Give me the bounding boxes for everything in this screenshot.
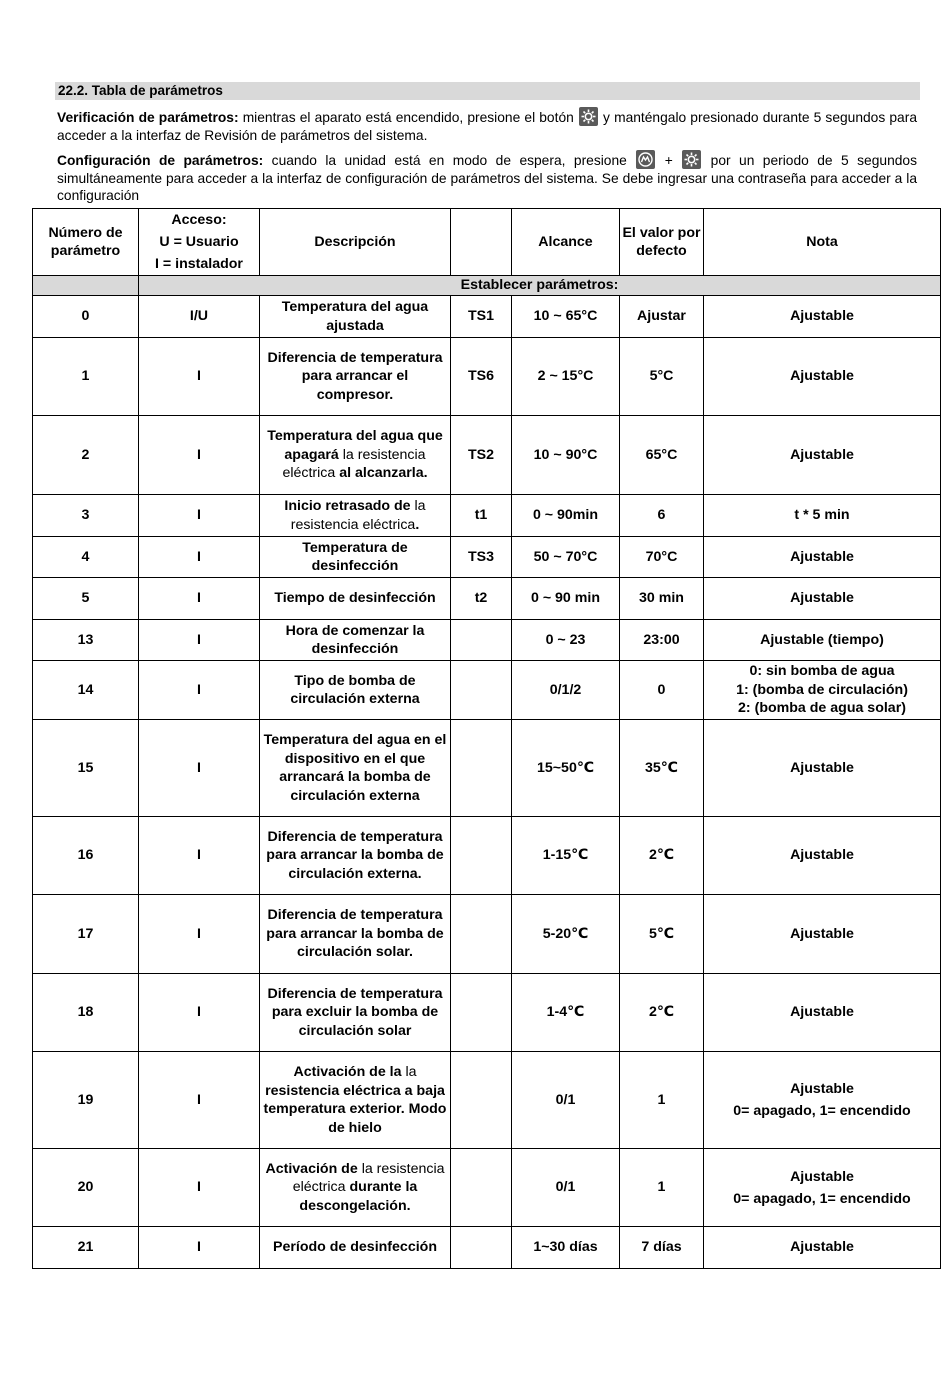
access-cell: I — [139, 1052, 260, 1149]
note-line: Ajustable — [790, 446, 854, 463]
description-segment: Activación de — [265, 1160, 362, 1177]
note-line: 0= apagado, 1= encendido — [733, 1103, 911, 1119]
code-cell — [451, 620, 512, 661]
note-cell — [704, 495, 941, 537]
description-cell — [260, 338, 451, 416]
code-cell: t1 — [451, 495, 512, 537]
table-row — [33, 895, 941, 974]
table-row — [33, 974, 941, 1052]
default-cell: 1 — [620, 1149, 704, 1227]
note-line: Ajustable — [790, 1004, 854, 1021]
code-cell: TS2 — [451, 416, 512, 495]
param-number-cell: 21 — [33, 1227, 139, 1269]
table-row — [33, 620, 941, 661]
default-cell: 1 — [620, 1052, 704, 1149]
default-cell: 35℃ — [620, 720, 704, 817]
table-row — [33, 578, 941, 620]
param-number-cell: 3 — [33, 495, 139, 537]
table-row — [33, 661, 941, 720]
param-number-cell: 5 — [33, 578, 139, 620]
description-segment: . — [415, 516, 420, 533]
param-number-cell: 4 — [33, 537, 139, 578]
note-cell — [704, 817, 941, 895]
code-cell: TS1 — [451, 296, 512, 338]
access-cell: I — [139, 416, 260, 495]
description-cell — [260, 495, 451, 537]
configuration-paragraph — [57, 150, 917, 205]
range-cell: 5-20℃ — [512, 895, 620, 974]
description-segment: Inicio retrasado de — [284, 498, 411, 514]
note-cell — [704, 661, 941, 720]
range-cell: 0/1 — [512, 1149, 620, 1227]
description-cell — [260, 1227, 451, 1269]
range-cell: 1~30 días — [512, 1227, 620, 1269]
description-cell — [260, 578, 451, 620]
default-cell: 2℃ — [620, 817, 704, 895]
default-cell: 0 — [620, 661, 704, 720]
code-cell: TS3 — [451, 537, 512, 578]
description-segment: Diferencia de temperatura para excluir la bomba de circulación solar — [267, 985, 443, 1039]
param-number-cell: 17 — [33, 895, 139, 974]
note-line: Ajustable — [790, 1239, 854, 1256]
description-segment: Temperatura del agua que apagará — [267, 428, 443, 463]
default-cell: 5℃ — [620, 895, 704, 974]
param-number-cell: 2 — [33, 416, 139, 495]
range-cell: 0 ~ 90min — [512, 495, 620, 537]
code-cell — [451, 817, 512, 895]
range-cell: 0/1 — [512, 1052, 620, 1149]
default-cell: 70°C — [620, 537, 704, 578]
note-line: Ajustable — [790, 925, 854, 942]
access-cell: I — [139, 1227, 260, 1269]
description-segment: Diferencia de temperatura para arrancar el compresor. — [267, 349, 443, 403]
table-row — [33, 495, 941, 537]
header-acceso-line: U = Usuario — [159, 234, 239, 250]
description-segment: la — [401, 1064, 417, 1080]
note-line: Ajustable — [790, 759, 854, 776]
access-cell: I — [139, 578, 260, 620]
header-codigo — [451, 209, 512, 276]
code-cell — [451, 974, 512, 1052]
code-cell — [451, 1149, 512, 1227]
description-cell — [260, 661, 451, 720]
table-row — [33, 416, 941, 495]
code-cell — [451, 661, 512, 720]
verification-text-a: mientras el aparato está encendido, presione el botón — [238, 110, 578, 125]
param-number-cell: 15 — [33, 720, 139, 817]
range-cell: 50 ~ 70°C — [512, 537, 620, 578]
table-row — [33, 296, 941, 338]
section-row — [33, 276, 941, 296]
section-title: Establecer parámetros: — [139, 276, 941, 296]
description-cell — [260, 537, 451, 578]
param-number-cell: 20 — [33, 1149, 139, 1227]
range-cell: 0/1/2 — [512, 661, 620, 720]
configuration-text-b: por un periodo de 5 segundos simultáneamente para acceder a la interfaz de configuración de parámetros del sistema. Se debe ingresar una contraseña para acceder a la configuración — [57, 153, 917, 203]
note-line: Ajustable — [790, 847, 854, 864]
access-cell: I — [139, 338, 260, 416]
note-line: 0= apagado, 1= encendido — [733, 1190, 911, 1207]
table-row — [33, 537, 941, 578]
description-segment: Activación de la — [293, 1064, 402, 1080]
note-line: t * 5 min — [794, 507, 850, 524]
description-cell — [260, 296, 451, 338]
param-number-cell: 19 — [33, 1052, 139, 1149]
table-row — [33, 817, 941, 895]
header-row — [33, 209, 941, 276]
param-number-cell: 1 — [33, 338, 139, 416]
note-line: Ajustable — [790, 590, 854, 607]
parameters-table — [32, 208, 941, 1269]
verification-text-b: y manténgalo presionado durante 5 segundos para acceder a la interfaz de Revisión de parámetros del sistema. — [57, 110, 917, 143]
param-number-cell: 13 — [33, 620, 139, 661]
description-segment: la resistencia eléctrica — [282, 446, 426, 482]
default-cell: 5°C — [620, 338, 704, 416]
default-cell: 23:00 — [620, 620, 704, 661]
default-cell: 30 min — [620, 578, 704, 620]
configuration-text-a: cuando la unidad está en modo de espera, presione — [263, 153, 636, 168]
note-cell — [704, 578, 941, 620]
table-row — [33, 1149, 941, 1227]
description-segment: resistencia eléctrica a baja temperatura exterior. Modo de hielo — [263, 1082, 447, 1136]
code-cell — [451, 895, 512, 974]
access-cell: I — [139, 1149, 260, 1227]
plus-sign: + — [656, 153, 682, 168]
note-cell — [704, 620, 941, 661]
code-cell — [451, 1052, 512, 1149]
note-line: Ajustable — [790, 1081, 854, 1097]
note-cell — [704, 720, 941, 817]
range-cell: 2 ~ 15°C — [512, 338, 620, 416]
code-cell: t2 — [451, 578, 512, 620]
description-segment: la resistencia eléctrica — [292, 1160, 445, 1196]
note-line: Ajustable — [790, 1168, 854, 1185]
description-segment: la resistencia eléctrica — [290, 498, 426, 533]
gear-button-icon — [682, 150, 701, 169]
note-line: Ajustable — [790, 308, 854, 325]
table-row — [33, 1052, 941, 1149]
note-cell — [704, 537, 941, 578]
section-blank-cell — [33, 276, 139, 296]
note-cell — [704, 1149, 941, 1227]
table-row — [33, 720, 941, 817]
access-cell: I — [139, 495, 260, 537]
param-number-cell: 16 — [33, 817, 139, 895]
description-cell — [260, 1149, 451, 1227]
header-acceso — [139, 209, 260, 276]
note-cell — [704, 895, 941, 974]
note-cell — [704, 416, 941, 495]
header-acceso-line: I = instalador — [155, 256, 243, 272]
description-segment: Temperatura de desinfección — [302, 539, 408, 574]
param-number-cell: 0 — [33, 296, 139, 338]
range-cell: 0 ~ 23 — [512, 620, 620, 661]
note-cell — [704, 338, 941, 416]
configuration-label: Configuración de parámetros: — [57, 153, 264, 168]
description-segment: Período de desinfección — [273, 1239, 437, 1256]
description-cell — [260, 416, 451, 495]
default-cell: 7 días — [620, 1227, 704, 1269]
description-segment: Diferencia de temperatura para arrancar la bomba de circulación solar. — [266, 907, 444, 961]
range-cell: 1-4℃ — [512, 974, 620, 1052]
description-cell — [260, 620, 451, 661]
description-segment: Temperatura del agua en el dispositivo en el que arrancará la bomba de circulación externa — [263, 732, 447, 804]
range-cell: 1-15℃ — [512, 817, 620, 895]
access-cell: I/U — [139, 296, 260, 338]
description-segment: Hora de comenzar la desinfección — [285, 622, 425, 657]
access-cell: I — [139, 537, 260, 578]
default-cell: Ajustar — [620, 296, 704, 338]
header-num: Número de parámetro — [33, 209, 139, 276]
table-row — [33, 338, 941, 416]
description-segment: Diferencia de temperatura para arrancar la bomba de circulación externa. — [266, 828, 444, 882]
section-heading: 22.2. Tabla de parámetros — [55, 82, 920, 100]
param-number-cell: 18 — [33, 974, 139, 1052]
description-segment: Tiempo de desinfección — [274, 590, 436, 607]
description-segment: durante la descongelación. — [299, 1179, 418, 1214]
note-line: Ajustable — [790, 548, 854, 565]
access-cell: I — [139, 620, 260, 661]
code-cell — [451, 720, 512, 817]
param-number-cell: 14 — [33, 661, 139, 720]
description-cell — [260, 895, 451, 974]
gear-button-icon — [579, 107, 598, 126]
description-cell — [260, 974, 451, 1052]
header-descripcion: Descripción — [260, 209, 451, 276]
description-segment: Temperatura del agua ajustada — [281, 299, 429, 334]
default-cell: 65°C — [620, 416, 704, 495]
access-cell: I — [139, 661, 260, 720]
note-line: Ajustable (tiempo) — [760, 631, 884, 648]
code-cell: TS6 — [451, 338, 512, 416]
default-cell: 6 — [620, 495, 704, 537]
note-line: 2: (bomba de agua solar) — [738, 700, 906, 717]
header-alcance: Alcance — [512, 209, 620, 276]
range-cell: 10 ~ 65°C — [512, 296, 620, 338]
access-cell: I — [139, 974, 260, 1052]
header-acceso-line: Acceso: — [171, 212, 227, 228]
header-defecto: El valor por defecto — [620, 209, 704, 276]
default-cell: 2℃ — [620, 974, 704, 1052]
description-cell — [260, 1052, 451, 1149]
range-cell: 10 ~ 90°C — [512, 416, 620, 495]
verification-paragraph — [57, 107, 917, 144]
range-cell: 0 ~ 90 min — [512, 578, 620, 620]
description-cell — [260, 817, 451, 895]
note-cell — [704, 1052, 941, 1149]
code-cell — [451, 1227, 512, 1269]
range-cell: 15~50℃ — [512, 720, 620, 817]
note-cell — [704, 974, 941, 1052]
mode-button-icon — [636, 150, 655, 169]
table-row — [33, 1227, 941, 1269]
access-cell: I — [139, 720, 260, 817]
note-line: 0: sin bomba de agua — [749, 663, 895, 680]
description-segment: al alcanzarla. — [339, 465, 428, 482]
header-nota: Nota — [704, 209, 941, 276]
note-cell — [704, 296, 941, 338]
note-line: 1: (bomba de circulación) — [736, 681, 908, 698]
description-segment: Tipo de bomba de circulación externa — [290, 672, 420, 707]
description-cell — [260, 720, 451, 817]
access-cell: I — [139, 895, 260, 974]
note-line: Ajustable — [790, 368, 854, 385]
note-cell — [704, 1227, 941, 1269]
access-cell: I — [139, 817, 260, 895]
verification-label: Verificación de parámetros: — [57, 110, 239, 125]
